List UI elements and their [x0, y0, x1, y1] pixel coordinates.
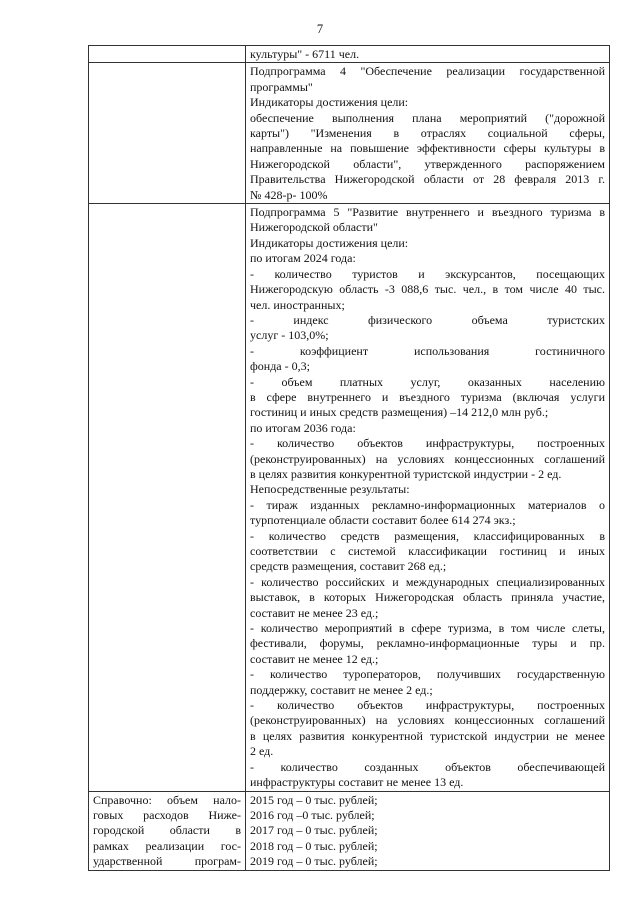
text-line: Индикаторы достижения цели: — [250, 235, 409, 250]
text-line: услуг - 103,0%; — [250, 328, 329, 343]
text-line: (реконструированных) на условиях концессионных соглашений — [250, 451, 605, 466]
text-line: ударственной програм- — [93, 854, 241, 869]
text-line: - количество российских и международных специализированных — [250, 574, 605, 589]
text-line: говых расходов Ниже- — [93, 807, 241, 822]
text-line: - количество туристов и экскурсантов, посещающих — [250, 266, 605, 281]
text-line: - количество средств размещения, классифицированных в — [250, 528, 605, 543]
text-line: 2015 год – 0 тыс. рублей; — [250, 792, 378, 807]
program-passport-table — [88, 45, 610, 871]
text-line: в сфере внутреннего и въездного туризма (включая услуги — [250, 389, 605, 404]
text-line: составит не менее 23 ед.; — [250, 605, 379, 620]
text-line: № 428-р- 100% — [250, 187, 328, 202]
text-line: Правительства Нижегородской области от 28 февраля 2013 г. — [250, 172, 605, 187]
text-line: карты") "Изменения в отраслях социальной сферы, — [250, 126, 605, 141]
text-line: Подпрограмма 5 "Развитие внутреннего и въездного туризма в — [250, 205, 605, 220]
text-line: 2017 год – 0 тыс. рублей; — [250, 823, 378, 838]
left-cell-empty — [89, 46, 246, 63]
text-line: программы" — [250, 79, 313, 94]
tax-expenditure-label-cell — [89, 791, 246, 870]
text-line: чел. иностранных; — [250, 297, 345, 312]
subprogram-5-cell — [246, 204, 610, 791]
text-line: турпотенциале области составит более 614 274 экз.; — [250, 513, 516, 528]
table-row — [89, 791, 610, 870]
text-line: в целях развития конкурентной туристской индустрии не менее — [250, 728, 605, 743]
text-line: (реконструированных) на условиях концессионных соглашений — [250, 713, 605, 728]
text-line: в целях развития конкурентной туристской индустрии - 2 ед. — [250, 466, 562, 481]
text-line: - количество созданных объектов обеспечивающей — [250, 759, 605, 774]
left-cell-empty — [89, 204, 246, 791]
text-line: Нижегородской области" — [250, 220, 378, 235]
left-cell-empty — [89, 63, 246, 204]
text-line: Нижегородскую область -3 088,6 тыс. чел., в том числе 40 тыс. — [250, 282, 605, 297]
text-line: - количество мероприятий в сфере туризма, в том числе слеты, — [250, 621, 605, 636]
text-line: культуры" - 6711 чел. — [250, 47, 360, 61]
text-line: составит не менее 12 ед.; — [250, 651, 379, 666]
text-line: - количество объектов инфраструктуры, построенных — [250, 698, 605, 713]
text-line: Подпрограмма 4 "Обеспечение реализации государственной — [250, 64, 605, 79]
text-line: 2016 год –0 тыс. рублей; — [250, 807, 375, 822]
page-number: 7 — [316, 22, 324, 36]
text-line: средств размещения, составит 268 ед.; — [250, 559, 447, 574]
right-cell-culture-tail — [246, 46, 610, 63]
tax-expenditure-years-cell — [246, 791, 610, 870]
subprogram-4-cell — [246, 63, 610, 204]
text-line: Нижегородской области", утвержденного распоряжением — [250, 156, 605, 171]
text-line: - количество объектов инфраструктуры, построенных — [250, 436, 605, 451]
text-line: рамках реализации гос- — [93, 838, 241, 853]
text-line: - объем платных услуг, оказанных населению — [250, 374, 605, 389]
text-line: фонда - 0,3; — [250, 359, 310, 374]
text-line: городской области в — [93, 823, 241, 838]
text-line: Непосредственные результаты: — [250, 482, 410, 497]
text-line: направленные на повышение эффективности сферы культуры в — [250, 141, 605, 156]
text-line: - тираж изданных рекламно-информационных материалов о — [250, 497, 605, 512]
text-line: - количество туроператоров, получивших государственную — [250, 667, 605, 682]
table-row — [89, 46, 610, 63]
text-line: выставок, в которых Нижегородская область приняла участие, — [250, 590, 605, 605]
text-line: 2018 год – 0 тыс. рублей; — [250, 838, 378, 853]
text-line: по итогам 2024 года: — [250, 251, 356, 266]
text-line: инфраструктуры составит не менее 13 ед. — [250, 775, 464, 790]
text-line: обеспечение выполнения плана мероприятий ("дорожной — [250, 110, 605, 125]
text-line: фестивали, форумы, рекламно-информационные туры и пр. — [250, 636, 605, 651]
text-line: по итогам 2036 года: — [250, 420, 356, 435]
text-line: 2 ед. — [250, 744, 274, 759]
text-line: Справочно: объем нало- — [93, 792, 241, 807]
table-row — [89, 204, 610, 791]
text-line: Индикаторы достижения цели: — [250, 95, 409, 110]
text-line: - индекс физического объема туристских — [250, 312, 605, 327]
text-line: гостиниц и иных средств размещения) –14 212,0 млн руб.; — [250, 405, 549, 420]
text-line: 2019 год – 0 тыс. рублей; — [250, 854, 378, 869]
table-row — [89, 63, 610, 204]
text-line: поддержку, составит не менее 2 ед.; — [250, 682, 433, 697]
text-line: соответствии с системой классификации гостиниц и иных — [250, 544, 605, 558]
text-line: - коэффициент использования гостиничного — [250, 343, 605, 358]
